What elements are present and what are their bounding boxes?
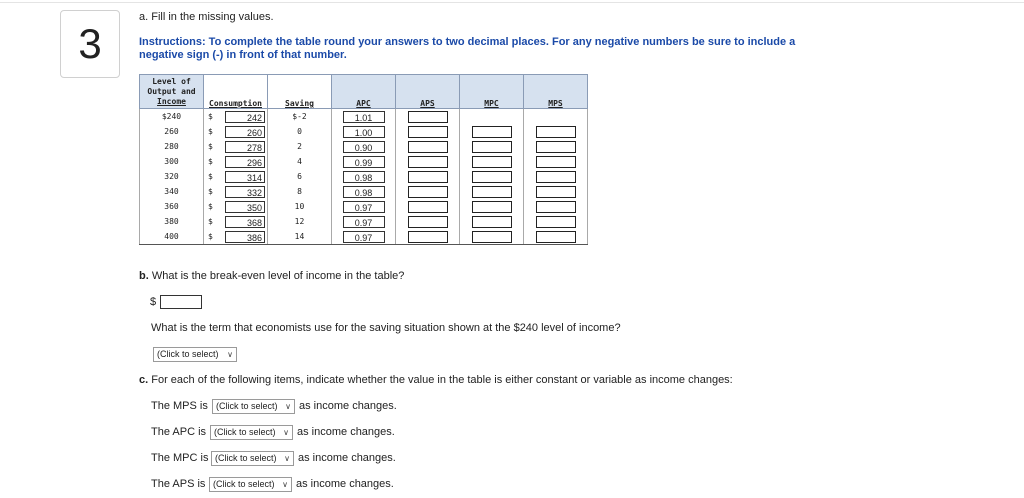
header-mpc [460, 75, 524, 109]
consumption-value: 350 [225, 201, 265, 213]
mps-cell [524, 124, 588, 139]
saving-cell: $-2 [268, 109, 332, 125]
header-aps-label: APS [420, 99, 435, 108]
apc-value: 0.99 [343, 156, 385, 168]
mpc-input[interactable] [472, 201, 512, 213]
consumption-value: 386 [225, 231, 265, 243]
aps-cell [396, 154, 460, 169]
mpc-cell [460, 154, 524, 169]
mpc-input[interactable] [472, 186, 512, 198]
mps-input[interactable] [536, 216, 576, 228]
chevron-down-icon: ∨ [284, 454, 290, 463]
mps-input[interactable] [536, 156, 576, 168]
consumption-cell [204, 199, 268, 214]
mps-input[interactable] [536, 171, 576, 183]
saving-cell: 8 [268, 184, 332, 199]
mpc-cell [460, 229, 524, 245]
chevron-down-icon: ∨ [285, 402, 291, 411]
consumption-cell [204, 139, 268, 154]
mpc-cell [460, 124, 524, 139]
header-saving-label: Saving [285, 99, 314, 108]
header-mpc-label: MPC [484, 99, 499, 108]
mpc-cell [460, 199, 524, 214]
apc-value: 0.90 [343, 141, 385, 153]
header-level-line2: Output and [147, 86, 196, 96]
table-row [140, 139, 588, 154]
consumption-cell [204, 229, 268, 245]
header-saving [268, 75, 332, 109]
mps-cell [524, 169, 588, 184]
apc-cell [332, 139, 396, 154]
income-cell: 380 [140, 214, 204, 229]
mps-cell [524, 184, 588, 199]
aps-input[interactable] [408, 231, 448, 243]
income-cell: 400 [140, 229, 204, 245]
apc-value: 0.97 [343, 231, 385, 243]
table-row [140, 184, 588, 199]
saving-cell: 14 [268, 229, 332, 245]
mpc-input[interactable] [472, 231, 512, 243]
header-consumption-label: Consumption [209, 99, 262, 108]
header-mps-label: MPS [548, 99, 563, 108]
mps-cell [524, 229, 588, 245]
instructions-lead: Instructions: To complete the table round your answers to two decimal places. For any negative numbers be sure to include a [139, 36, 796, 48]
income-cell: 360 [140, 199, 204, 214]
chevron-down-icon: ∨ [227, 350, 233, 359]
mps-input[interactable] [536, 231, 576, 243]
saving-term-select[interactable] [153, 347, 237, 362]
consumption-value: 278 [225, 141, 265, 153]
question-number: 3 [60, 10, 120, 78]
part-c-select[interactable] [210, 425, 293, 440]
mpc-input[interactable] [472, 141, 512, 153]
saving-cell: 2 [268, 139, 332, 154]
mps-input[interactable] [536, 186, 576, 198]
data-table [139, 74, 588, 245]
chevron-down-icon: ∨ [282, 480, 288, 489]
part-c-item-lead: The APC is [151, 426, 207, 438]
saving-cell: 10 [268, 199, 332, 214]
table-body [140, 109, 588, 245]
mps-cell [524, 214, 588, 229]
currency-sign: $ [208, 217, 213, 226]
header-apc-label: APC [356, 99, 371, 108]
part-c-select-label: (Click to select) [215, 453, 277, 463]
apc-value: 0.97 [343, 216, 385, 228]
mpc-cell [460, 214, 524, 229]
income-cell: 320 [140, 169, 204, 184]
part-b-letter: b. [139, 270, 149, 282]
header-level-line1: Level of [152, 76, 191, 86]
part-c-item-tail: as income changes. [298, 452, 396, 464]
aps-input[interactable] [408, 171, 448, 183]
part-c-select[interactable] [212, 399, 295, 414]
table-row [140, 124, 588, 139]
income-cell: 300 [140, 154, 204, 169]
aps-input[interactable] [408, 216, 448, 228]
aps-cell [396, 214, 460, 229]
part-c-select-label: (Click to select) [216, 401, 278, 411]
header-consumption [204, 75, 268, 109]
instructions [139, 36, 819, 62]
break-even-currency: $ [150, 296, 157, 308]
table-row [140, 214, 588, 229]
currency-sign: $ [208, 112, 213, 121]
currency-sign: $ [208, 127, 213, 136]
consumption-cell [204, 169, 268, 184]
apc-cell [332, 124, 396, 139]
aps-cell [396, 169, 460, 184]
saving-cell: 12 [268, 214, 332, 229]
part-c-item-lead: The MPS is [151, 400, 208, 412]
part-c-select[interactable] [209, 477, 292, 492]
header-mps [524, 75, 588, 109]
table-row [140, 109, 588, 125]
part-c-item-lead: The APS is [151, 478, 206, 490]
part-c-item-tail: as income changes. [299, 400, 397, 412]
table-row [140, 199, 588, 214]
saving-term-select-label: (Click to select) [157, 349, 219, 359]
apc-value: 0.97 [343, 201, 385, 213]
consumption-cell [204, 154, 268, 169]
chevron-down-icon: ∨ [283, 428, 289, 437]
part-b-prompt [139, 270, 404, 282]
header-aps [396, 75, 460, 109]
mpc-cell [460, 169, 524, 184]
currency-sign: $ [208, 232, 213, 241]
currency-sign: $ [208, 172, 213, 181]
apc-cell [332, 184, 396, 199]
mpc-cell [460, 109, 524, 125]
apc-cell [332, 214, 396, 229]
saving-cell: 4 [268, 154, 332, 169]
aps-cell [396, 124, 460, 139]
income-cell: 340 [140, 184, 204, 199]
mpc-input[interactable] [472, 156, 512, 168]
aps-input[interactable] [408, 126, 448, 138]
header-apc [332, 75, 396, 109]
currency-sign: $ [208, 157, 213, 166]
part-c-prompt [139, 374, 733, 386]
income-cell: 260 [140, 124, 204, 139]
part-b-followup: What is the term that economists use for the saving situation shown at the $240 level of income? [151, 322, 621, 334]
part-c-item-tail: as income changes. [296, 478, 394, 490]
income-cell: 280 [140, 139, 204, 154]
header-level [140, 75, 204, 109]
apc-value: 0.98 [343, 186, 385, 198]
mps-input[interactable] [536, 126, 576, 138]
mps-cell [524, 199, 588, 214]
mpc-cell [460, 184, 524, 199]
part-c-item-tail: as income changes. [297, 426, 395, 438]
aps-cell [396, 109, 460, 125]
break-even-input[interactable] [160, 295, 202, 309]
top-divider [0, 2, 1024, 3]
aps-cell [396, 229, 460, 245]
part-c-select[interactable] [211, 451, 294, 466]
mpc-input[interactable] [472, 216, 512, 228]
apc-cell [332, 169, 396, 184]
aps-cell [396, 139, 460, 154]
consumption-value: 314 [225, 171, 265, 183]
consumption-value: 332 [225, 186, 265, 198]
part-c-select-label: (Click to select) [214, 427, 276, 437]
table-row [140, 154, 588, 169]
apc-value: 1.00 [343, 126, 385, 138]
header-level-line3: Income [157, 96, 186, 106]
aps-input[interactable] [408, 156, 448, 168]
aps-cell [396, 199, 460, 214]
currency-sign: $ [208, 202, 213, 211]
aps-input[interactable] [408, 141, 448, 153]
table-row [140, 169, 588, 184]
mpc-cell [460, 139, 524, 154]
mps-input[interactable] [536, 201, 576, 213]
mpc-input[interactable] [472, 126, 512, 138]
part-c-letter: c. [139, 374, 149, 386]
part-b-text: What is the break-even level of income in the table? [151, 270, 405, 282]
apc-cell [332, 154, 396, 169]
table-row [140, 229, 588, 245]
consumption-value: 242 [225, 111, 265, 123]
instructions-rest: negative sign (-) in front of that number. [139, 49, 347, 61]
part-c-item-lead: The MPC is [151, 452, 209, 464]
consumption-cell [204, 124, 268, 139]
saving-cell: 6 [268, 169, 332, 184]
saving-cell: 0 [268, 124, 332, 139]
aps-input[interactable] [408, 111, 448, 123]
apc-cell [332, 199, 396, 214]
apc-cell [332, 109, 396, 125]
currency-sign: $ [208, 187, 213, 196]
mps-input[interactable] [536, 141, 576, 153]
aps-input[interactable] [408, 186, 448, 198]
apc-value: 1.01 [343, 111, 385, 123]
aps-input[interactable] [408, 201, 448, 213]
part-c-text: For each of the following items, indicate whether the value in the table is either constant or variable as income changes: [151, 374, 733, 386]
consumption-cell [204, 214, 268, 229]
consumption-cell [204, 184, 268, 199]
income-cell: $240 [140, 109, 204, 125]
part-c-select-label: (Click to select) [213, 479, 275, 489]
consumption-value: 296 [225, 156, 265, 168]
part-a-prompt: a. Fill in the missing values. [139, 11, 274, 23]
consumption-value: 368 [225, 216, 265, 228]
aps-cell [396, 184, 460, 199]
mps-cell [524, 139, 588, 154]
consumption-cell [204, 109, 268, 125]
mpc-input[interactable] [472, 171, 512, 183]
mps-cell [524, 154, 588, 169]
currency-sign: $ [208, 142, 213, 151]
mps-cell [524, 109, 588, 125]
consumption-value: 260 [225, 126, 265, 138]
apc-cell [332, 229, 396, 245]
apc-value: 0.98 [343, 171, 385, 183]
